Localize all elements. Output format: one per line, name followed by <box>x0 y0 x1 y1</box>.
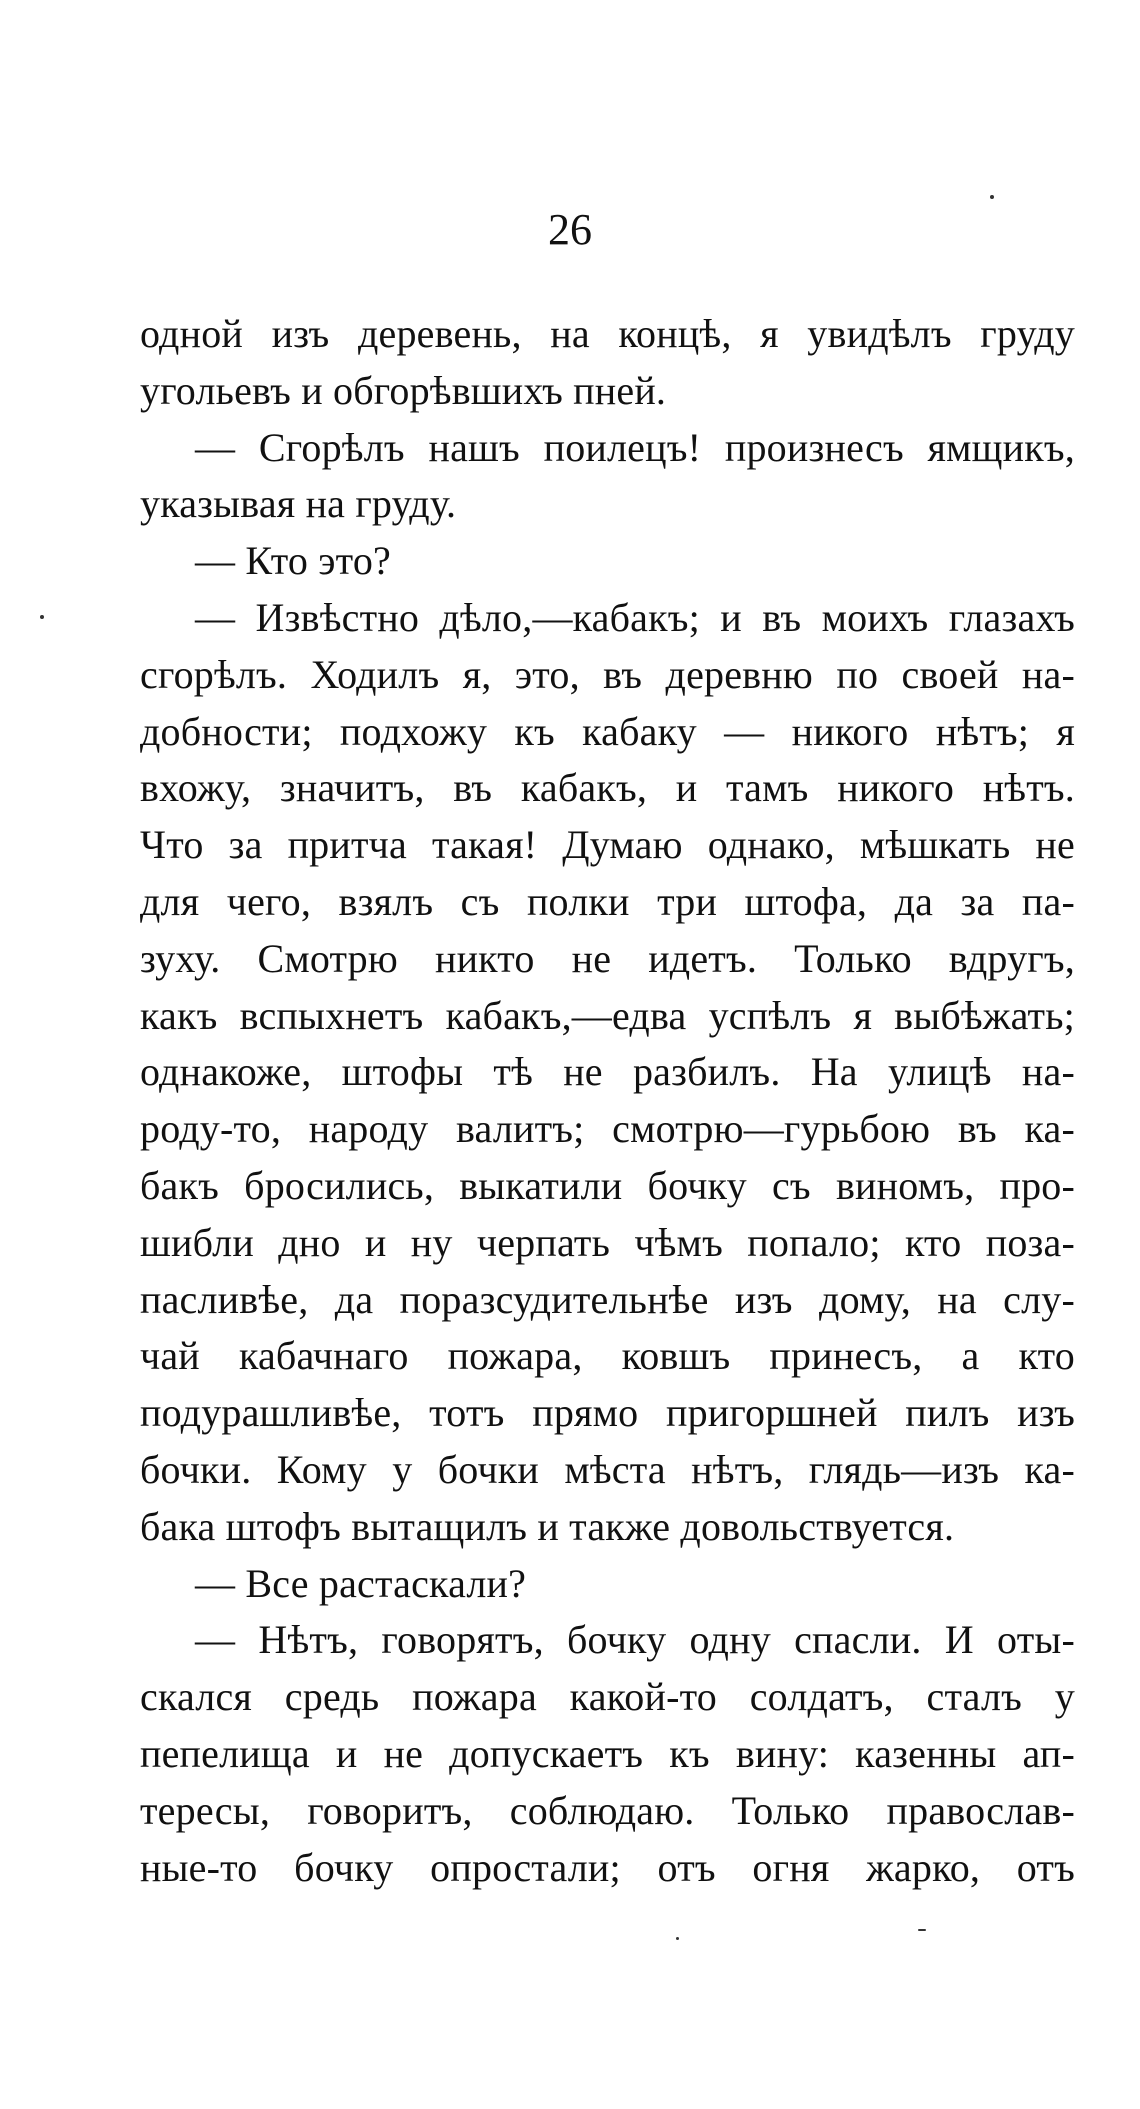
text-line: какъ вспыхнетъ кабакъ,—едва успѣлъ я выбѣжать; <box>140 992 1075 1038</box>
text-line: шибли дно и ну черпать чѣмъ попало; кто поза- <box>140 1219 1075 1265</box>
text-line: чай кабачнаго пожара, ковшъ принесъ, а кто <box>140 1333 1075 1379</box>
text-line: скался средь пожара какой-то солдатъ, сталъ у <box>140 1674 1075 1720</box>
text-line: — Сгорѣлъ нашъ поилецъ! произнесъ ямщикъ, <box>195 424 1075 470</box>
scan-speck <box>676 1937 679 1940</box>
text-line: — Нѣтъ, говорятъ, бочку одну спасли. И оты- <box>195 1617 1075 1663</box>
text-line: Что за притча такая! Думаю однако, мѣшкать не <box>140 822 1075 868</box>
text-line: бакъ бросились, выкатили бочку съ виномъ, про- <box>140 1162 1075 1208</box>
page-number: 26 <box>548 205 592 254</box>
text-line: вхожу, значитъ, въ кабакъ, и тамъ никого нѣтъ. <box>140 765 1075 811</box>
text-line: подурашливѣе, тотъ прямо пригоршней пилъ изъ <box>140 1390 1075 1436</box>
text-line: тересы, говоритъ, соблюдаю. Только православ- <box>140 1787 1075 1833</box>
text-line: — Извѣстно дѣло,—кабакъ; и въ моихъ глазахъ <box>195 594 1075 640</box>
text-line: зуху. Смотрю никто не идетъ. Только вдругъ, <box>140 935 1075 981</box>
text-line: добности; подхожу къ кабаку — никого нѣтъ; я <box>140 708 1075 754</box>
text-line: пасливѣе, да поразсудительнѣе изъ дому, на слу- <box>140 1276 1075 1322</box>
text-line: — Все растаскали? <box>195 1560 527 1606</box>
text-line: сгорѣлъ. Ходилъ я, это, въ деревню по своей на- <box>140 651 1075 697</box>
text-line: угольевъ и обгорѣвшихъ пней. <box>140 367 667 413</box>
text-line: ные-то бочку опростали; отъ огня жарко, отъ <box>140 1844 1075 1890</box>
scan-speck <box>918 1929 926 1931</box>
text-line: указывая на груду. <box>140 481 457 527</box>
scan-speck <box>990 195 994 199</box>
text-line: бака штофъ вытащилъ и также довольствуется. <box>140 1503 955 1549</box>
text-line: одной изъ деревень, на концѣ, я увидѣлъ груду <box>140 311 1075 356</box>
body-text <box>140 306 1075 1896</box>
text-line: роду-то, народу валитъ; смотрю—гурьбою въ ка- <box>140 1106 1075 1152</box>
text-line: бочки. Кому у бочки мѣста нѣтъ, глядь—изъ ка- <box>140 1446 1075 1492</box>
text-line: пепелища и не допускаетъ къ вину: казенны ап- <box>140 1730 1075 1776</box>
text-line: однакоже, штофы тѣ не разбилъ. На улицѣ на- <box>140 1049 1075 1095</box>
text-line: — Кто это? <box>195 538 391 584</box>
scan-speck <box>40 615 44 619</box>
text-line: для чего, взялъ съ полки три штофа, да за па- <box>140 878 1075 924</box>
